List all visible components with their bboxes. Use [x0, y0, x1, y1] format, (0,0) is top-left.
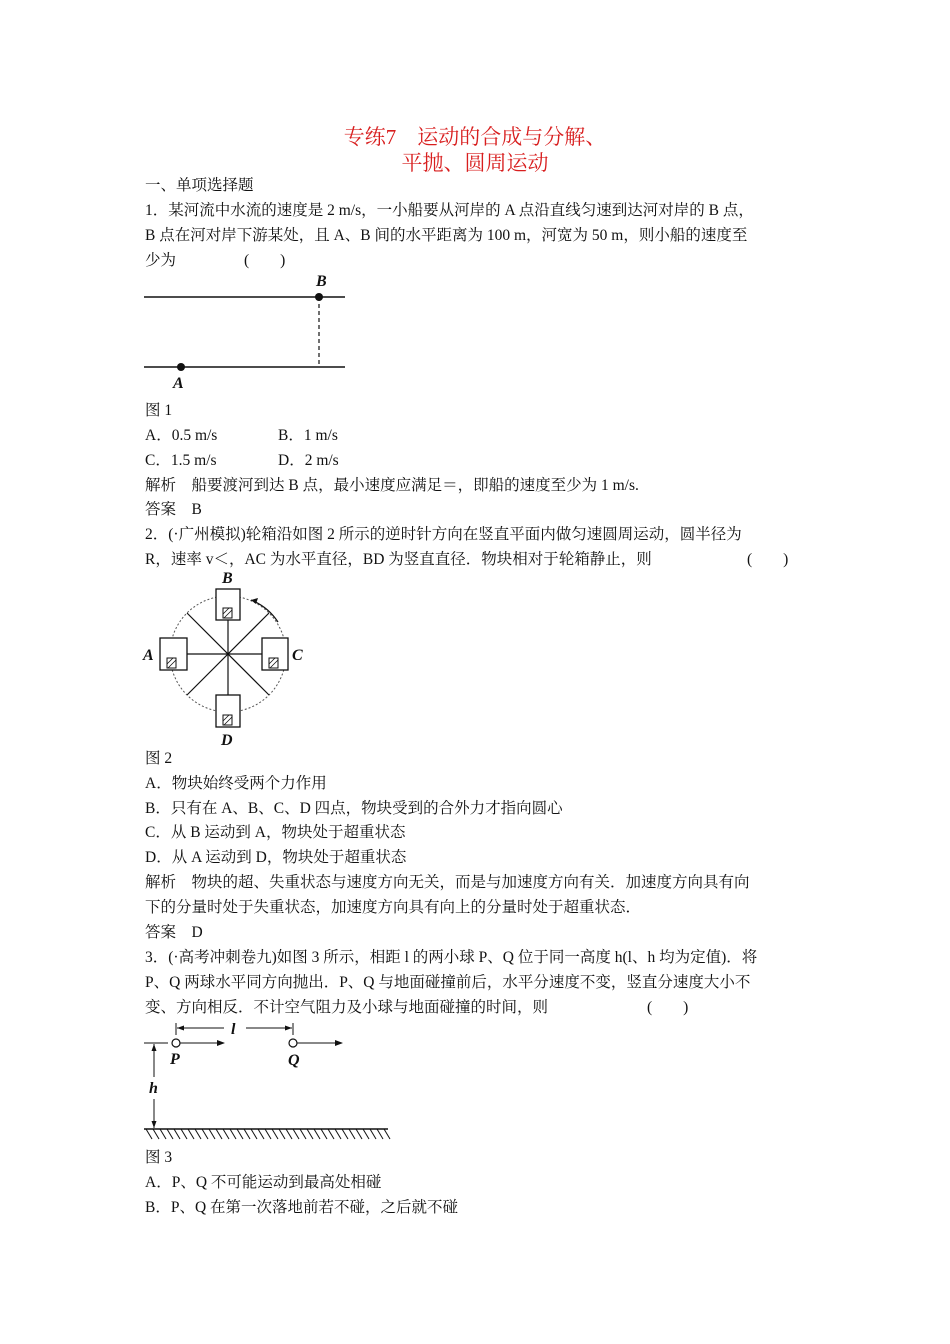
figure-1-river-diagram: [140, 270, 360, 395]
figure-3-caption: 图 3: [145, 1149, 173, 1166]
q3-option-a: A．P、Q 不可能运动到最高处相碰: [145, 1174, 382, 1191]
point-a: [177, 363, 185, 371]
q2-option-d: D．从 A 运动到 D，物块处于超重状态: [145, 849, 407, 866]
label-p: P: [170, 1051, 180, 1068]
q2-answer-blank: ( ): [747, 551, 789, 568]
q3-text-line-2: P、Q 两球水平同方向抛出．P、Q 与地面碰撞前后，水平分速度不变，竖直分速度大小不: [145, 974, 751, 991]
label-b: B: [222, 570, 233, 587]
q1-option-d: D．2 m/s: [278, 452, 339, 469]
q1-option-b: B．1 m/s: [278, 427, 338, 444]
label-a: A: [143, 647, 154, 664]
q2-analysis-line-1: 解析 物块的超、失重状态与速度方向无关，而是与加速度方向有关．加速度方向具有向: [145, 874, 750, 891]
label-q: Q: [288, 1052, 300, 1069]
label-b: B: [316, 273, 327, 290]
q2-answer: 答案 D: [145, 924, 203, 941]
label-a: A: [173, 375, 184, 392]
page-title-line-2: 平抛、圆周运动: [401, 151, 549, 175]
q1-text-line-3: 少为: [145, 252, 177, 269]
q2-text-line-2: R，速率 v＜，AC 为水平直径，BD 为竖直直径．物块相对于轮箱静止，则: [145, 551, 652, 568]
q1-answer: 答案 B: [145, 501, 202, 518]
q1-option-c: C．1.5 m/s: [145, 452, 217, 469]
ball-q: [289, 1039, 297, 1047]
page-title-line-1: 专练7 运动的合成与分解、: [343, 125, 607, 149]
q2-text-line-1: 2．(·广州模拟)轮箱沿如图 2 所示的逆时针方向在竖直平面内做匀速圆周运动，圆半径为: [145, 526, 742, 543]
label-h: h: [149, 1080, 158, 1097]
q1-answer-blank: ( ): [244, 252, 286, 269]
ball-p: [172, 1039, 180, 1047]
q3-answer-blank: ( ): [647, 999, 689, 1016]
figure-1-caption: 图 1: [145, 402, 173, 419]
ground-hatching: [146, 1129, 390, 1139]
q3-text-line-3: 变、方向相反．不计空气阻力及小球与地面碰撞的时间，则: [145, 999, 549, 1016]
q2-option-a: A．物块始终受两个力作用: [145, 775, 327, 792]
q1-analysis: 解析 船要渡河到达 B 点，最小速度应满足＝，即船的速度至少为 1 m/s.: [145, 477, 639, 494]
label-c: C: [292, 647, 303, 664]
q2-analysis-line-2: 下的分量时处于失重状态，加速度方向具有向上的分量时处于超重状态．: [145, 899, 642, 916]
q2-option-c: C．从 B 运动到 A，物块处于超重状态: [145, 824, 406, 841]
q1-text-line-1: 1．某河流中水流的速度是 2 m/s，一小船要从河岸的 A 点沿直线匀速到达河对岸的 B 点，: [145, 202, 754, 219]
q3-option-b: B．P、Q 在第一次落地前若不碰，之后就不碰: [145, 1199, 459, 1216]
q1-option-a: A．0.5 m/s: [145, 427, 218, 444]
point-b: [315, 293, 323, 301]
figure-3-projectile-diagram: [140, 1015, 400, 1145]
q3-text-line-1: 3．(·高考冲刺卷九)如图 3 所示，相距 l 的两小球 P、Q 位于同一高度 h(l、h 均为定值)．将: [145, 949, 758, 966]
label-d: D: [221, 732, 233, 749]
figure-2-wheel-diagram: [140, 568, 320, 748]
q2-option-b: B．只有在 A、B、C、D 四点，物块受到的合外力才指向圆心: [145, 800, 563, 817]
q1-text-line-2: B 点在河对岸下游某处，且 A、B 间的水平距离为 100 m，河宽为 50 m，则小船的速度至: [145, 227, 748, 244]
section-heading: 一、单项选择题: [145, 177, 254, 194]
figure-2-caption: 图 2: [145, 750, 173, 767]
label-l: l: [231, 1021, 236, 1038]
